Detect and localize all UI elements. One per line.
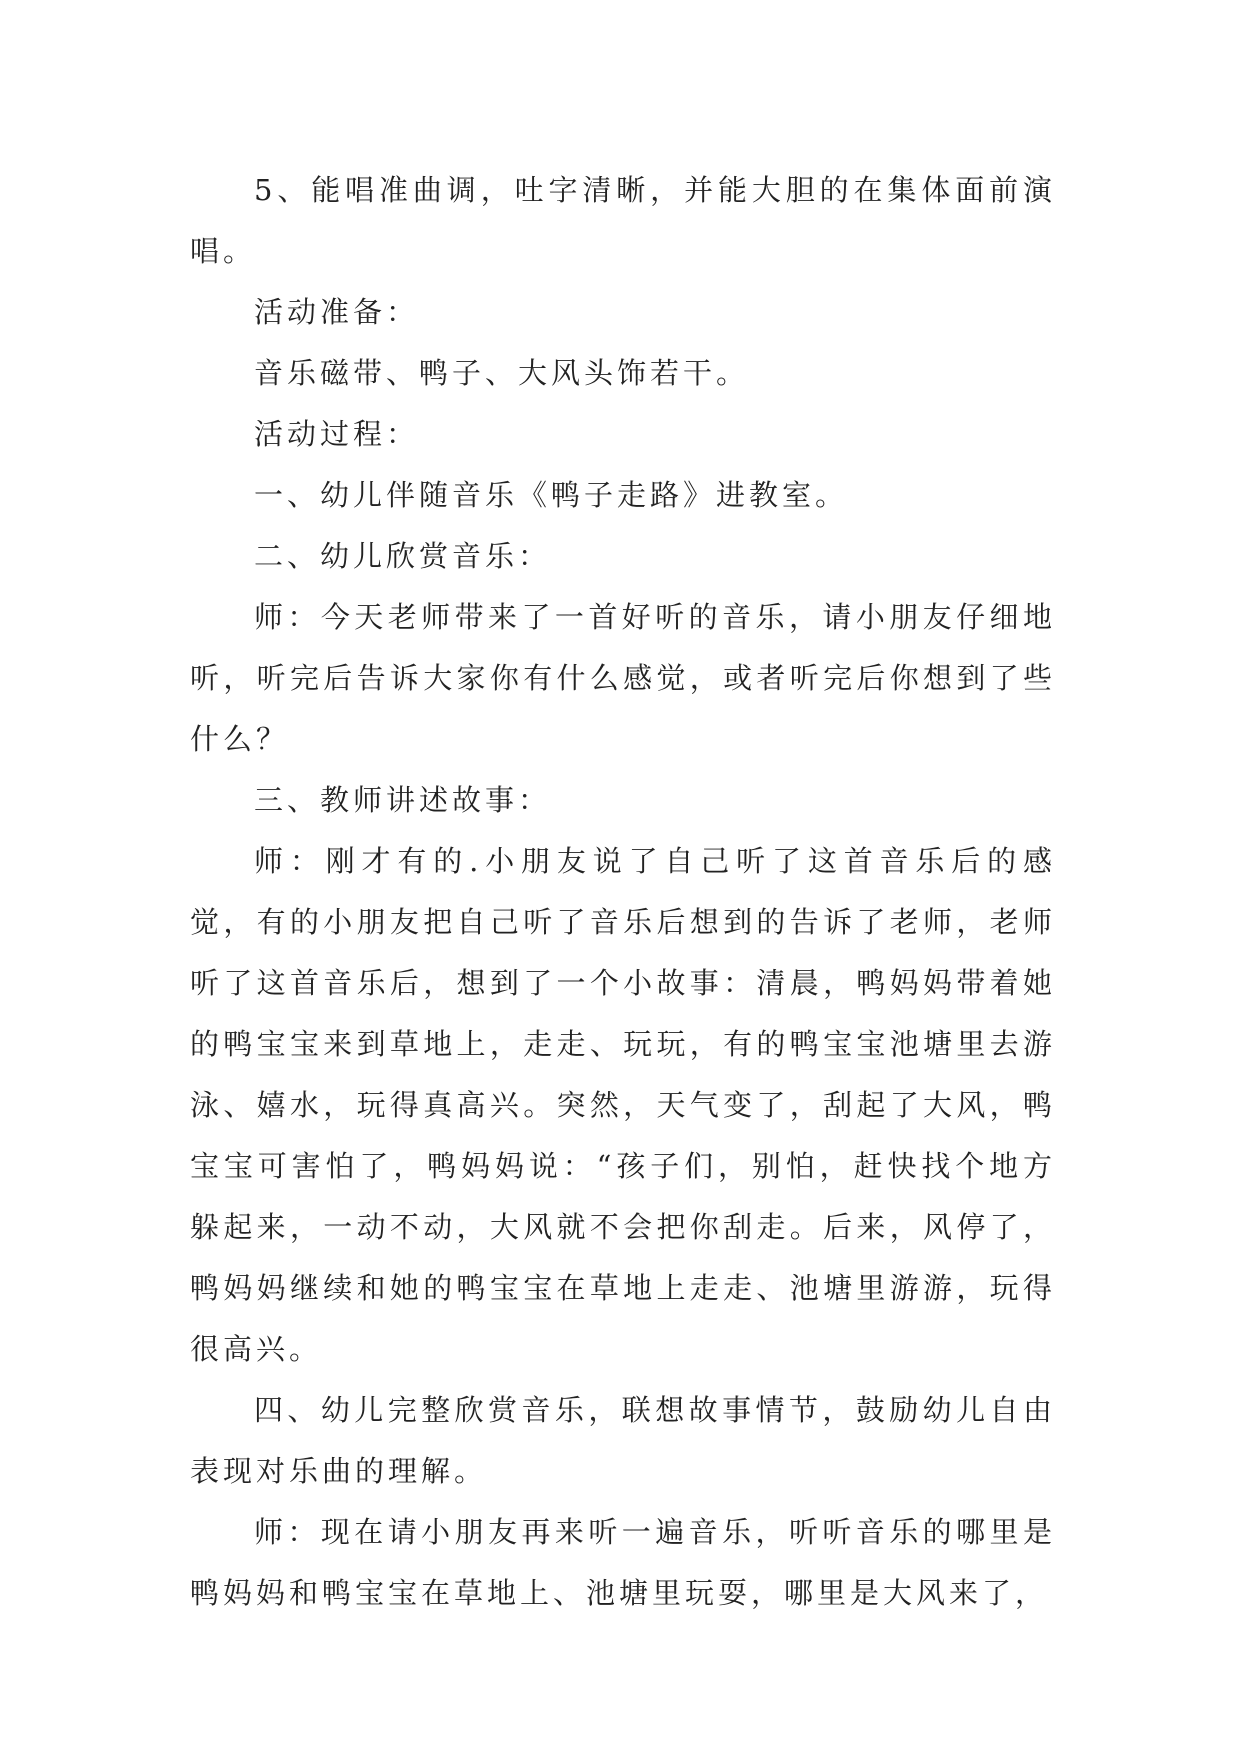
paragraph-step-4: 四、幼儿完整欣赏音乐，联想故事情节，鼓励幼儿自由表现对乐曲的理解。 [190,1393,1056,1488]
paragraph-process-heading: 活动过程： [254,417,420,451]
paragraph-objective-5: 5、能唱准曲调，吐字清晰，并能大胆的在集体面前演唱。 [190,173,1056,268]
paragraph-teacher-story: 师：刚才有的.小朋友说了自己听了这首音乐后的感觉，有的小朋友把自己听了音乐后想到的告诉了老师，老师听了这首音乐后，想到了一个小故事：清晨，鸭妈妈带着她的鸭宝宝来到草地上，走走、玩玩，有的鸭宝宝池塘里去游泳、嬉水，玩得真高兴。突然，天气变了，刮起了大风，鸭宝宝可害怕了，鸭妈妈说：“孩子们，别怕，赶快找个地方躲起来，一动不动，大风就不会把你刮走。后来，风停了，鸭妈妈继续和她的鸭宝宝在草地上走走、池塘里游游，玩得很高兴。 [190,844,1056,1366]
paragraph-teacher-prompt: 师：现在请小朋友再来听一遍音乐，听听音乐的哪里是鸭妈妈和鸭宝宝在草地上、池塘里玩耍，哪里是大风来了， [190,1515,1056,1610]
paragraph-step-3: 三、教师讲述故事： [254,783,552,817]
document-body [190,160,1056,1624]
paragraph-preparation-heading: 活动准备： [254,295,420,329]
paragraph-preparation-materials: 音乐磁带、鸭子、大风头饰若干。 [254,356,750,390]
paragraph-step-2: 二、幼儿欣赏音乐： [254,539,552,573]
paragraph-step-1: 一、幼儿伴随音乐《鸭子走路》进教室。 [254,478,849,512]
paragraph-teacher-intro: 师：今天老师带来了一首好听的音乐，请小朋友仔细地听，听完后告诉大家你有什么感觉，或者听完后你想到了些什么？ [190,600,1056,756]
